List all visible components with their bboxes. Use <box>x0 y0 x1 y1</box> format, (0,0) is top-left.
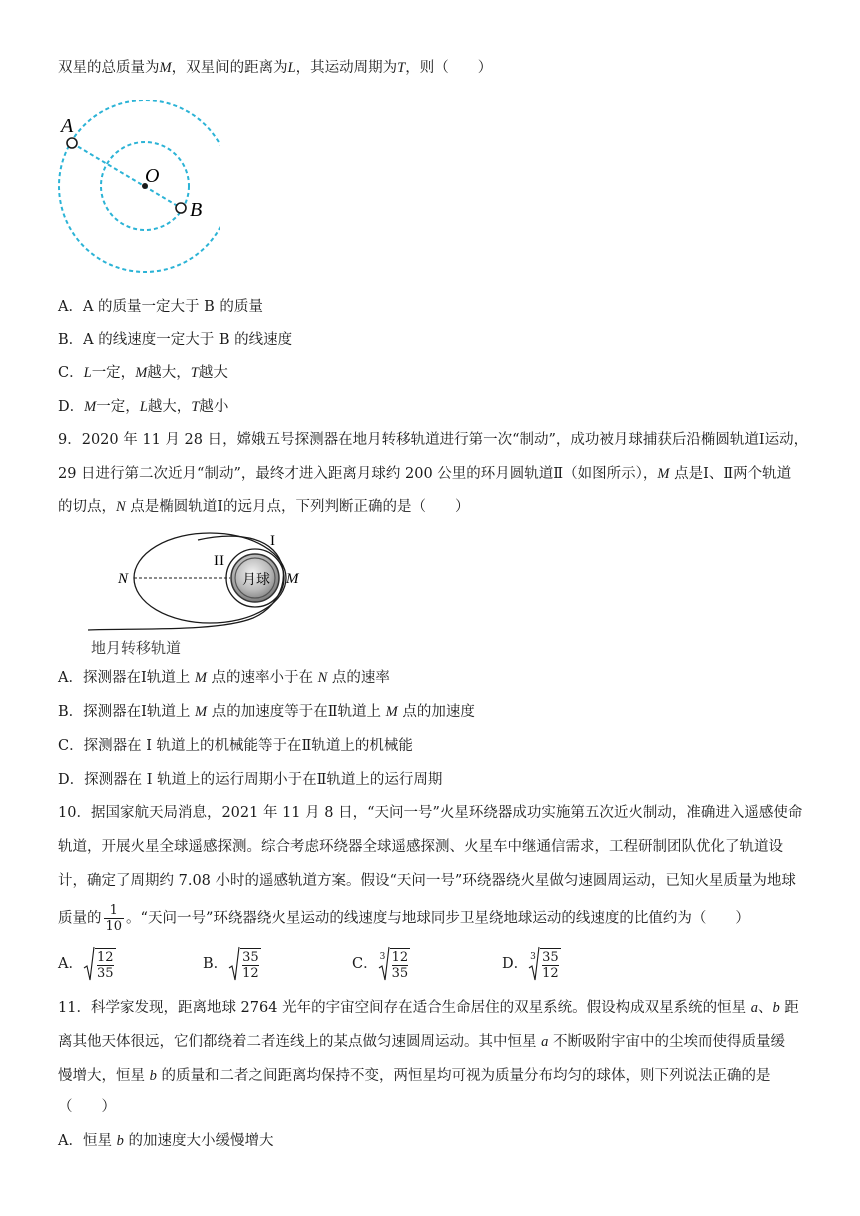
q11-stem-line1: 11．科学家发现，距离地球 2764 光年的宇宙空间存在适合生命居住的双星系统。假设构成双星系统的恒星 a、b 距 <box>58 1000 799 1016</box>
label-b: B <box>190 199 203 221</box>
q8-option-a: A．A 的质量一定大于 B 的质量 <box>58 299 263 315</box>
radical <box>83 946 116 982</box>
q10-stem-line2: 轨道，开展火星全球遥感探测。综合考虑环绕器全球遥感探测、火星车中继通信需求，工程研制团队优化了轨道设 <box>58 839 783 855</box>
q10-option-b <box>203 946 261 982</box>
label-ii: II <box>214 553 224 569</box>
q8-stem: 双星的总质量为M，双星间的距离为L，其运动周期为T，则（ ） <box>58 60 493 76</box>
q11-option-a: A．恒星 b 的加速度大小缓慢增大 <box>58 1133 274 1149</box>
label-moon: 月球 <box>242 573 270 588</box>
radicand: $\frac{35}{12}$ <box>542 949 559 981</box>
radical-sign-icon <box>228 946 240 982</box>
radical <box>378 946 411 982</box>
star-a <box>67 138 77 148</box>
q10-option-d <box>502 946 561 982</box>
option-label: C． <box>352 956 378 972</box>
binary-star-figure <box>50 100 220 280</box>
radical-sign-icon <box>83 946 95 982</box>
label-a: A <box>61 115 74 137</box>
outer-orbit <box>59 100 220 272</box>
radicand: $\frac{35}{12}$ <box>242 949 259 981</box>
q8-option-d: D．M一定，L越大，T越小 <box>58 399 229 415</box>
q8-option-b: B．A 的线速度一定大于 B 的线速度 <box>58 332 293 348</box>
label-n: N <box>118 571 129 587</box>
option-label: A． <box>58 956 83 972</box>
label-i: I <box>270 533 275 549</box>
q10-stem-line1: 10．据国家航天局消息，2021 年 11 月 8 日，“天问一号”火星环绕器成功实施第五次近火制动，准确进入遥感使命 <box>58 805 803 821</box>
q11-stem-line2: 离其他天体很远，它们都绕着二者连线上的某点做匀速圆周运动。其中恒星 a 不断吸附宇宙中的尘埃而使得质量缓 <box>58 1034 785 1050</box>
lunar-orbit-figure <box>78 530 318 660</box>
q11-stem-line4: （ ） <box>58 1099 116 1115</box>
star-b <box>176 203 186 213</box>
fraction-one-tenth: $\frac{1}{10}$ <box>105 903 123 934</box>
root-index: 3 <box>530 952 536 962</box>
q10-stem-line4: 质量的 $\frac{1}{10}$ 。“天问一号”环绕器绕火星运动的线速度与地球同步卫星绕地球运动的线速度的比值约为（ ） <box>58 903 750 934</box>
q9-stem-line2: 29 日进行第二次近月“制动”，最终才进入距离月球约 200 公里的环月圆轨道Ⅱ（如图所示），M 点是Ⅰ、Ⅱ两个轨道 <box>58 466 792 482</box>
q8-option-c: C．L一定，M越大，T越大 <box>58 365 228 381</box>
q10-option-a <box>58 946 116 982</box>
option-label: D． <box>502 956 529 972</box>
q10-option-c <box>352 946 410 982</box>
radicand: $\frac{12}{35}$ <box>96 949 114 981</box>
radical <box>228 946 261 982</box>
root-index: 3 <box>379 952 386 962</box>
radical <box>528 946 561 982</box>
label-transfer-orbit: 地月转移轨道 <box>91 641 182 657</box>
option-label: B． <box>203 956 229 972</box>
q10-stem-line3: 计，确定了周期约 7.08 小时的遥感轨道方案。假设“天问一号”环绕器绕火星做匀速圆周运动，已知火星质量为地球 <box>58 873 796 889</box>
label-o: O <box>145 165 160 187</box>
q9-stem-line1: 9．2020 年 11 月 28 日，嫦娥五号探测器在地月转移轨道进行第一次“制动”，成功被月球捕获后沿椭圆轨道Ⅰ运动， <box>58 432 809 448</box>
q9-option-a: A．探测器在Ⅰ轨道上 M 点的速率小于在 N 点的速率 <box>58 670 390 686</box>
q9-stem-line3: 的切点，N 点是椭圆轨道Ⅰ的远月点，下列判断正确的是（ ） <box>58 499 470 515</box>
radicand: $\frac{12}{35}$ <box>391 949 409 981</box>
label-m: M <box>286 571 299 587</box>
q11-stem-line3: 慢增大，恒星 b 的质量和二者之间距离均保持不变，两恒星均可视为质量分布均匀的球体，则下列说法正确的是 <box>58 1068 771 1084</box>
q9-option-b: B．探测器在Ⅰ轨道上 M 点的加速度等于在Ⅱ轨道上 M 点的加速度 <box>58 704 475 720</box>
connecting-line <box>72 143 181 208</box>
q9-option-c: C．探测器在 I 轨道上的机械能等于在Ⅱ轨道上的机械能 <box>58 738 413 754</box>
q9-option-d: D．探测器在 I 轨道上的运行周期小于在Ⅱ轨道上的运行周期 <box>58 772 443 788</box>
